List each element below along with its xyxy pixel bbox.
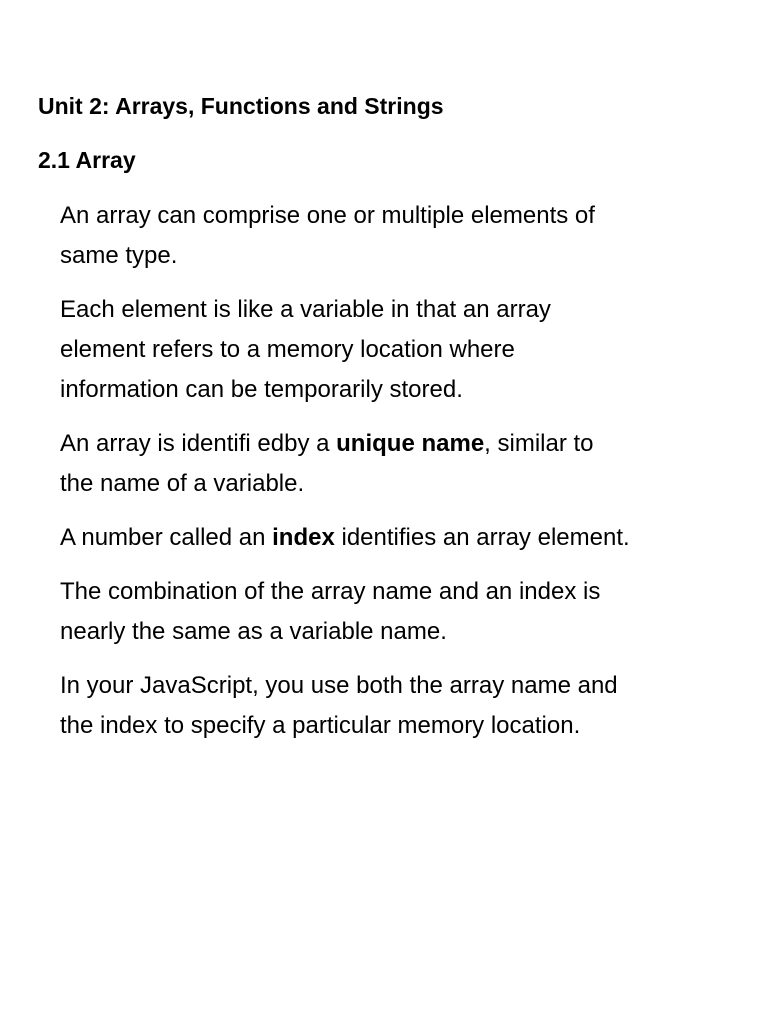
paragraph-combination: [60, 572, 750, 652]
text-line: [60, 424, 750, 464]
section-title: 2.1 Array: [38, 147, 136, 173]
text-line: Each element is like a variable in that an array: [60, 296, 551, 323]
paragraph-unique-name: [60, 424, 750, 504]
text-line: the name of a variable.: [60, 470, 305, 497]
text-run: identifies an array element.: [334, 524, 630, 551]
bold-term-index: index: [272, 524, 335, 551]
text-run: An array is identifi edby a: [60, 430, 337, 457]
text-line: The combination of the array name and an index is: [60, 578, 601, 605]
bold-term-unique-name: unique name: [336, 430, 485, 457]
text-run: , similar to: [484, 430, 594, 457]
text-line: nearly the same as a variable name.: [60, 618, 447, 645]
text-line: [60, 518, 750, 558]
paragraph-javascript: [60, 666, 750, 746]
text-line: information can be temporarily stored.: [60, 376, 463, 403]
text-line: same type.: [60, 242, 178, 269]
unit-title: Unit 2: Arrays, Functions and Strings: [38, 93, 444, 119]
text-run: A number called an: [60, 524, 273, 551]
document-body: [60, 196, 750, 760]
paragraph-element-variable: [60, 290, 750, 410]
paragraph-array-definition: [60, 196, 750, 276]
text-line: An array can comprise one or multiple elements of: [60, 202, 595, 229]
text-line: the index to specify a particular memory location.: [60, 712, 581, 739]
text-line: In your JavaScript, you use both the array name and: [60, 672, 618, 699]
text-line: element refers to a memory location where: [60, 336, 515, 363]
paragraph-index: [60, 518, 750, 558]
